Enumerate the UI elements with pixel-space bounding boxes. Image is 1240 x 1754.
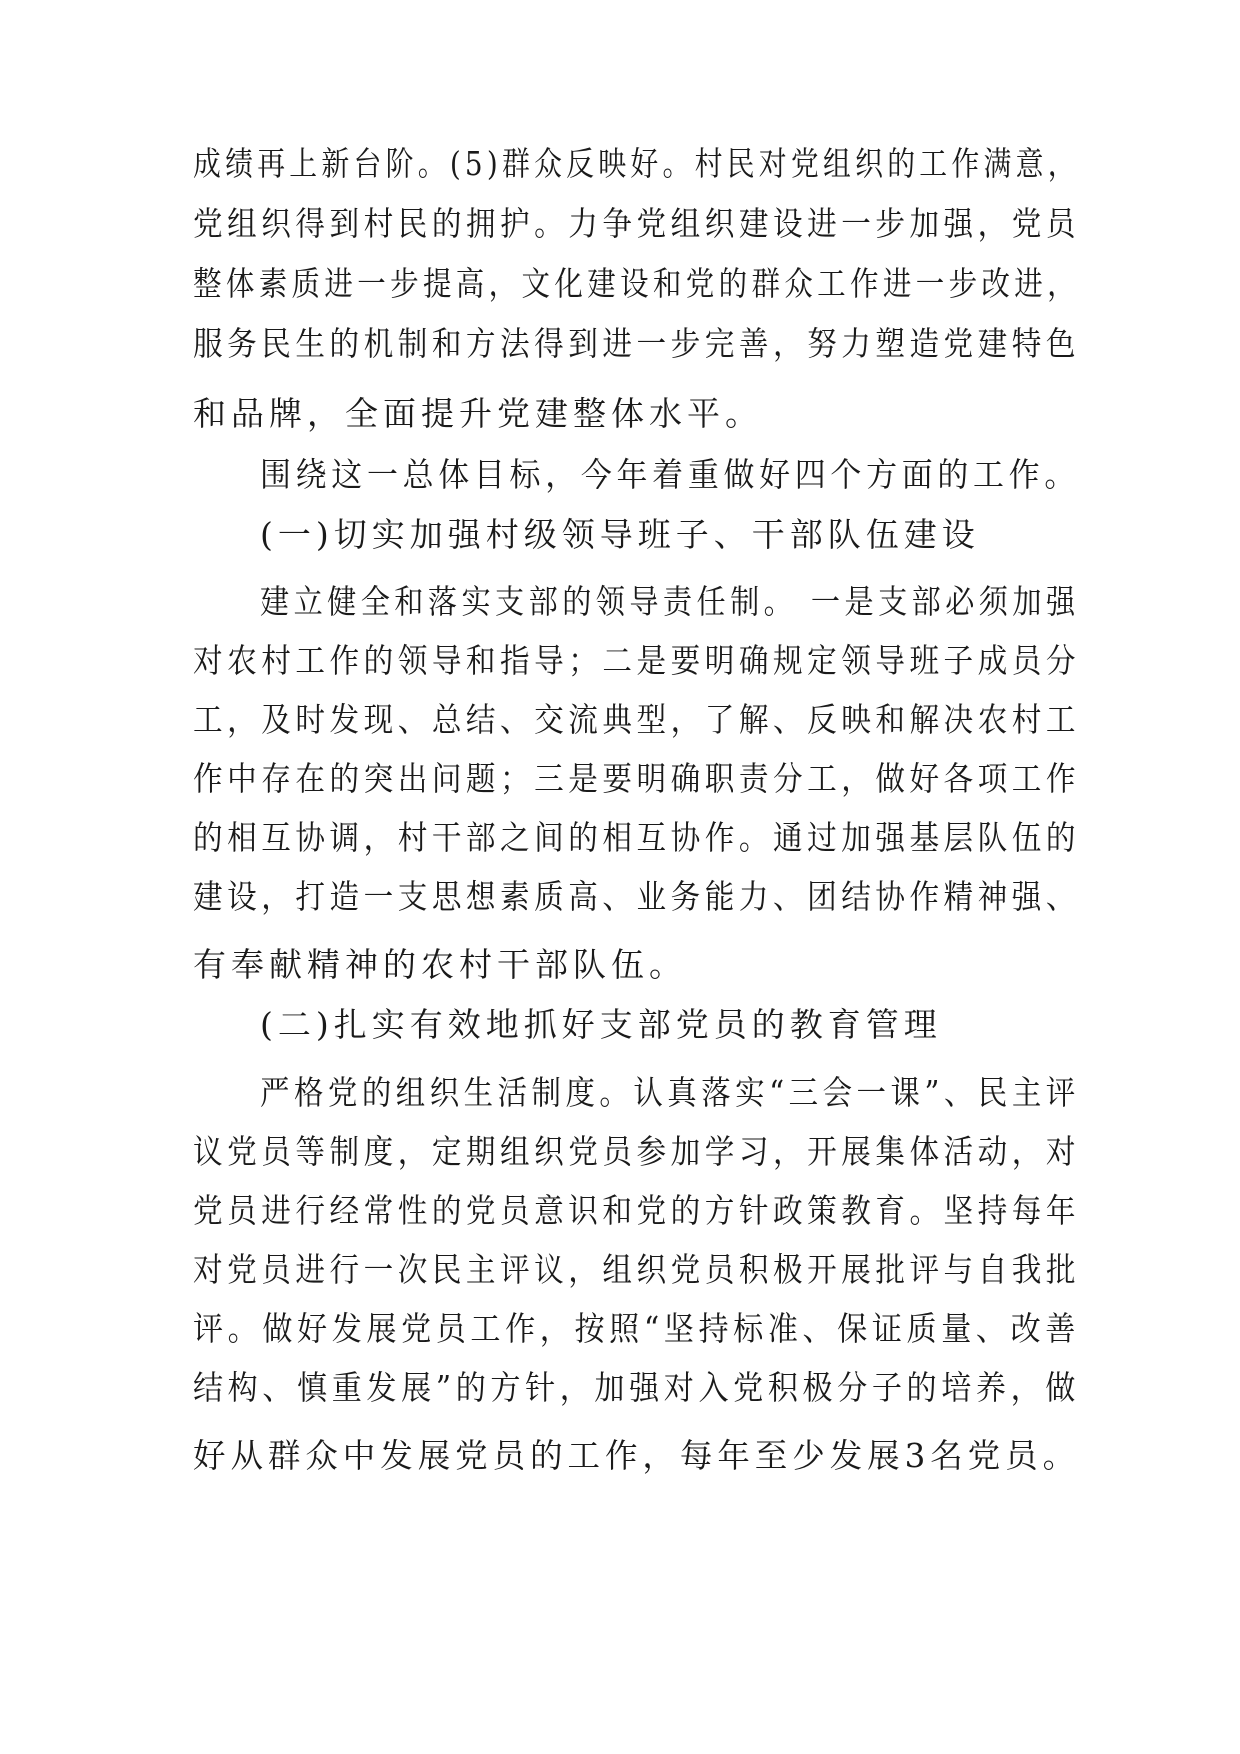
text-line-8: 建立健全和落实支部的领导责任制。 一是支部必须加强 (260, 582, 1080, 621)
section-heading-1: (一)切实加强村级领导班子、干部队伍建设 (260, 515, 980, 554)
text-line-18: 党员进行经常性的党员意识和党的方针政策教育。坚持每年 (193, 1191, 1081, 1230)
paragraph-lead: 围绕这一总体目标，今年着重做好四个方面的工作。 (260, 455, 1080, 494)
text-line-22: 好从群众中发展党员的工作，每年至少发展3名党员。 (193, 1436, 1081, 1475)
text-line-16: 严格党的组织生活制度。认真落实“三会一课”、民主评 (260, 1073, 1080, 1112)
text-line-12: 的相互协调，村干部之间的相互协作。通过加强基层队伍的 (193, 818, 1081, 857)
text-line-9: 对农村工作的领导和指导；二是要明确规定领导班子成员分 (193, 641, 1081, 680)
text-line-5: 和品牌，全面提升党建整体水平。 (193, 394, 763, 433)
text-line-21: 结构、慎重发展”的方针，加强对入党积极分子的培养，做 (193, 1368, 1080, 1407)
text-line-11: 作中存在的突出问题；三是要明确职责分工，做好各项工作 (193, 759, 1081, 798)
text-line-20: 评。做好发展党员工作，按照“坚持标准、保证质量、改善 (193, 1309, 1080, 1348)
text-line-10: 工，及时发现、总结、交流典型，了解、反映和解决农村工 (193, 700, 1081, 739)
text-line-13: 建设，打造一支思想素质高、业务能力、团结协作精神强、 (193, 877, 1081, 916)
section-heading-2: (二)扎实有效地抓好支部党员的教育管理 (260, 1005, 942, 1044)
text-line-17: 议党员等制度，定期组织党员参加学习，开展集体活动，对 (193, 1132, 1081, 1171)
text-line-14: 有奉献精神的农村干部队伍。 (193, 945, 687, 984)
text-line-2: 党组织得到村民的拥护。力争党组织建设进一步加强，党员 (193, 204, 1081, 243)
text-line-1: 成绩再上新台阶。(5)群众反映好。村民对党组织的工作满意， (193, 144, 1080, 183)
text-line-3: 整体素质进一步提高，文化建设和党的群众工作进一步改进， (193, 264, 1080, 303)
text-line-19: 对党员进行一次民主评议，组织党员积极开展批评与自我批 (193, 1250, 1081, 1289)
text-line-4: 服务民生的机制和方法得到进一步完善，努力塑造党建特色 (193, 324, 1081, 363)
